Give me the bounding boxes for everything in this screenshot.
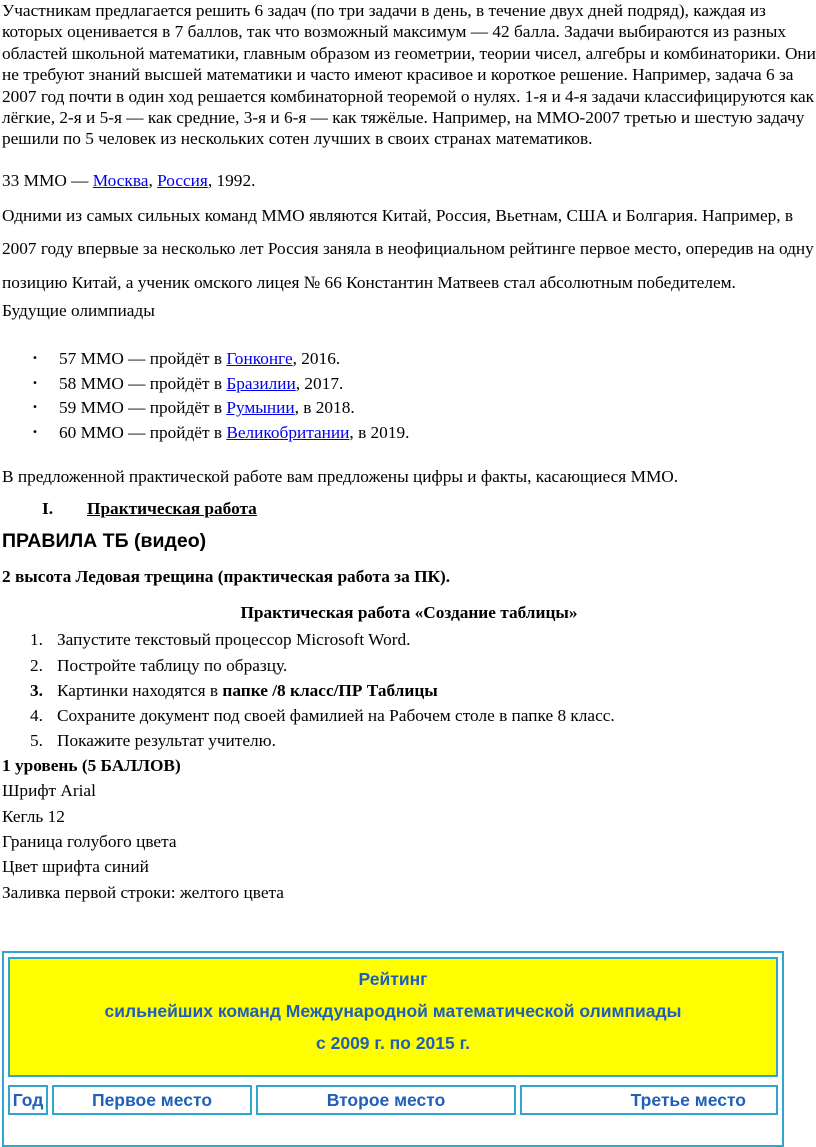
- mmo33-suffix: , 1992.: [207, 170, 256, 190]
- romania-link[interactable]: Румынии: [226, 398, 295, 418]
- steps-list: [2, 627, 816, 753]
- step-number: 3.: [30, 680, 43, 700]
- rating-table-header: [8, 957, 778, 1077]
- list-item: [2, 627, 816, 652]
- offered-paragraph: В предложенной практической работе вам предложены цифры и факты, касающиеся ММО.: [2, 467, 679, 487]
- requirement-fill: Заливка первой строки: желтого цвета: [2, 882, 284, 902]
- item-suffix: , в 2019.: [349, 422, 410, 442]
- mmo33-sep: ,: [148, 170, 158, 190]
- list-item: [2, 703, 816, 728]
- column-second-place: Второе место: [256, 1085, 516, 1115]
- item-suffix: , 2016.: [292, 349, 341, 369]
- column-first-place: Первое место: [52, 1085, 252, 1115]
- hong-kong-link[interactable]: Гонконге: [226, 349, 293, 369]
- item-text: 59 ММО — пройдёт в: [59, 398, 227, 418]
- list-item: [2, 372, 816, 397]
- step-text: Сохраните документ под своей фамилией на Рабочем столе в папке 8 класс.: [57, 705, 615, 725]
- table-row: [8, 1085, 778, 1145]
- list-item: [2, 678, 816, 703]
- step-text: Картинки находятся в: [57, 680, 223, 700]
- item-text: 58 ММО — пройдёт в: [59, 373, 227, 393]
- requirement-text-color: Цвет шрифта синий: [2, 857, 149, 877]
- height-line: 2 высота Ледовая трещина (практическая работа за ПК).: [2, 567, 451, 587]
- section-number: I.: [42, 499, 54, 519]
- level-heading: 1 уровень (5 БАЛЛОВ): [2, 756, 181, 776]
- column-year: Год: [8, 1085, 48, 1115]
- bullet-icon: •: [32, 402, 38, 414]
- section-title: Практическая работа: [87, 499, 257, 519]
- step-number: 2.: [30, 655, 43, 675]
- section-heading: [2, 497, 816, 521]
- step-number: 5.: [30, 731, 43, 751]
- step-number: 1.: [30, 630, 43, 650]
- teams-paragraph: Одними из самых сильных команд ММО являются Китай, Россия, Вьетнам, США и Болгария. Например, в 2007 году впервые за несколько лет Россия заняла в неофициальном рейтинге первое место, опередив на одну позицию Китай, а ученик омского лицея № 66 Константин Матвеев стал абсолютным победителем.: [2, 205, 814, 292]
- russia-link[interactable]: Россия: [157, 170, 208, 190]
- future-olympiads-list: [2, 347, 816, 445]
- brazil-link[interactable]: Бразилии: [226, 373, 296, 393]
- moscow-link[interactable]: Москва: [92, 170, 149, 190]
- column-third-place: Третье место: [520, 1085, 778, 1115]
- rating-subtitle: сильнейших команд Международной математической олимпиады: [104, 1001, 682, 1021]
- list-item: [2, 728, 816, 753]
- intro-paragraph: Участникам предлагается решить 6 задач (по три задачи в день, в течение двух дней подряд), каждая из которых оценивается в 7 баллов, так что возможный максимум — 42 балла. Задачи выбираются из разных областей школьной математики, главным образом из геометрии, теории чисел, алгебры и комбинаторики. Они не требуют знаний высшей математики и часто имеют красивое и короткое решение. Например, задача 6 за 2007 год почти в один ход решается комбинаторной теоремой о нулях. 1-я и 4-я задачи классифицируются как лёгкие, 2-я и 5-я — как средние, 3-я и 6-я — как тяжёлые. Например, на ММО-2007 третью и шестую задачу решили по 5 человек из нескольких сотен лучших в своих странах математиков.: [2, 1, 816, 149]
- bullet-icon: •: [32, 353, 38, 365]
- rating-period: с 2009 г. по 2015 г.: [316, 1033, 470, 1053]
- step-text: Покажите результат учителю.: [57, 731, 276, 751]
- rating-title: Рейтинг: [358, 969, 428, 989]
- step-folder-path: папке /8 класс/ПР Таблицы: [222, 680, 438, 700]
- requirement-size: Кегль 12: [2, 806, 65, 826]
- requirement-font: Шрифт Arial: [2, 781, 96, 801]
- rating-table: [2, 951, 784, 1147]
- step-text: Постройте таблицу по образцу.: [57, 655, 288, 675]
- mmo33-line: [2, 169, 816, 193]
- step-text: Запустите текстовый процессор Microsoft Word.: [57, 630, 411, 650]
- item-text: 60 ММО — пройдёт в: [59, 422, 227, 442]
- list-item: [2, 421, 816, 446]
- step-number: 4.: [30, 705, 43, 725]
- item-suffix: , 2017.: [295, 373, 344, 393]
- list-item: [2, 347, 816, 372]
- requirement-border: Граница голубого цвета: [2, 831, 177, 851]
- bullet-icon: •: [32, 377, 38, 389]
- rules-heading: ПРАВИЛА ТБ (видео): [2, 530, 207, 553]
- future-heading: Будущие олимпиады: [2, 301, 155, 321]
- practical-work-title: Практическая работа «Создание таблицы»: [240, 603, 578, 623]
- great-britain-link[interactable]: Великобритании: [226, 422, 350, 442]
- item-text: 57 ММО — пройдёт в: [59, 349, 227, 369]
- item-suffix: , в 2018.: [294, 398, 355, 418]
- mmo33-prefix: 33 ММО —: [2, 170, 93, 190]
- bullet-icon: •: [32, 426, 38, 438]
- list-item: [2, 653, 816, 678]
- list-item: [2, 396, 816, 421]
